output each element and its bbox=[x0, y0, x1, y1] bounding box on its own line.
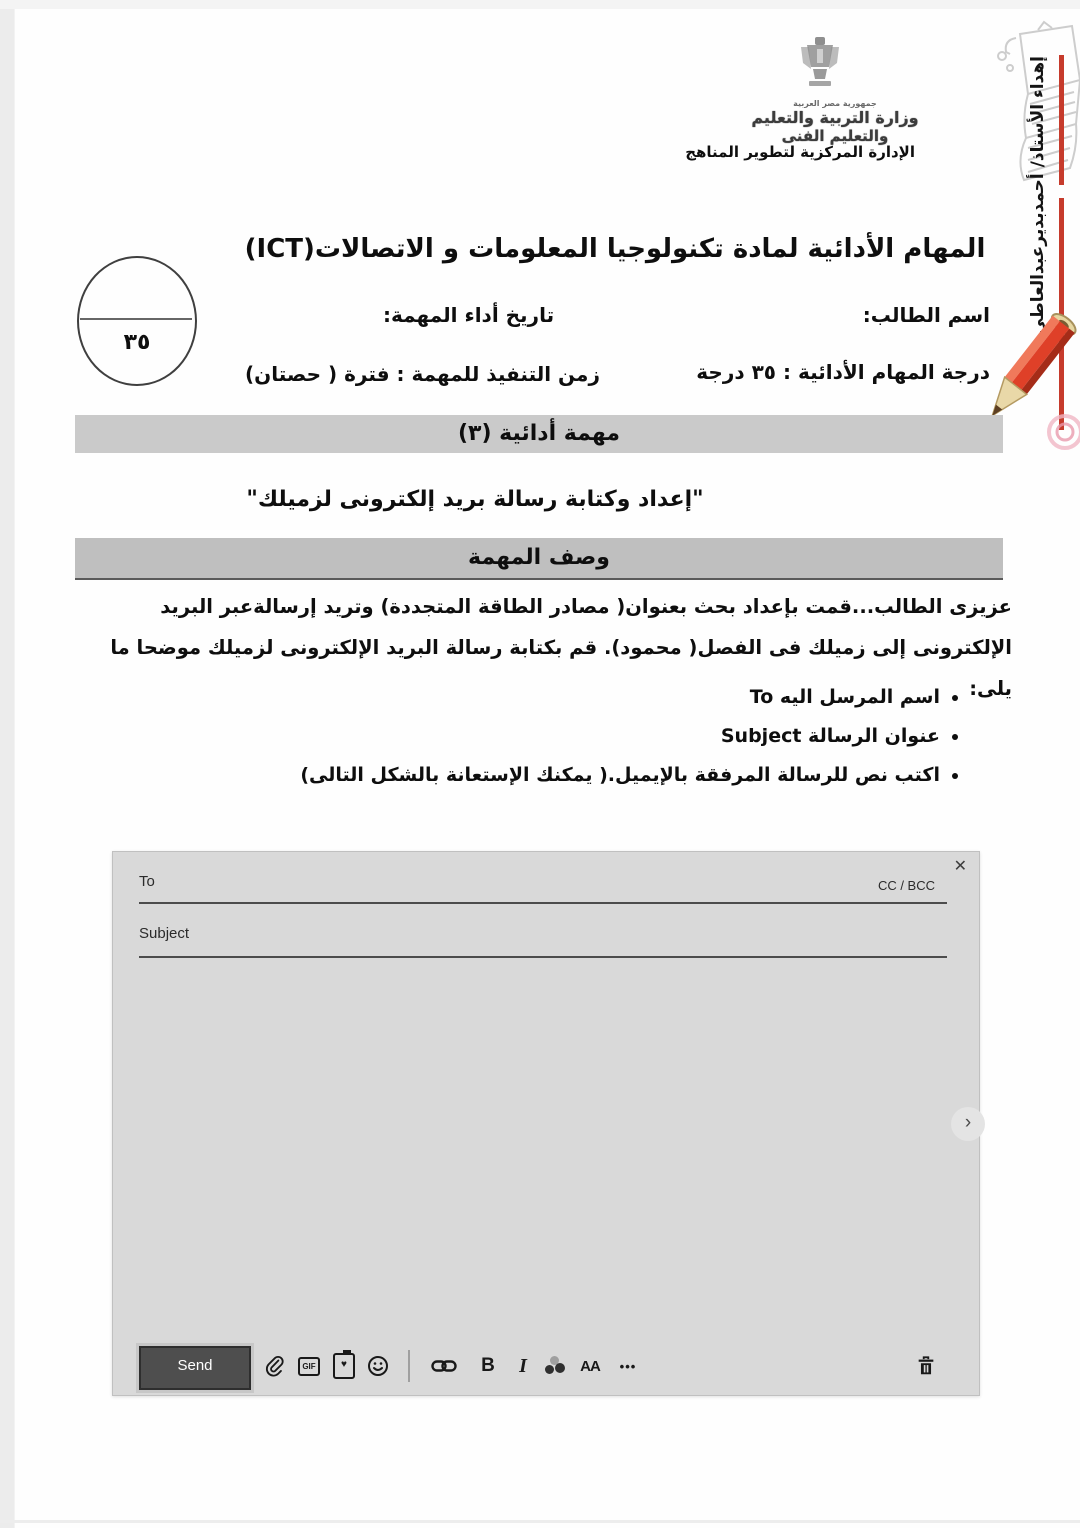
link-icon[interactable] bbox=[431, 1352, 457, 1380]
font-size-icon[interactable]: AA bbox=[580, 1357, 600, 1375]
subject-field-label: Subject bbox=[139, 925, 190, 942]
gif-icon[interactable]: GIF bbox=[296, 1352, 322, 1380]
scan-edge-bottom bbox=[0, 1520, 1080, 1523]
expand-chevron-icon[interactable]: › bbox=[951, 1107, 985, 1141]
ministry-name-line2: والتعليم الفنى bbox=[781, 127, 889, 145]
requirements-list bbox=[300, 686, 962, 803]
sticker-card-icon[interactable]: ♥ bbox=[331, 1352, 357, 1380]
emoji-icon[interactable] bbox=[365, 1352, 391, 1380]
message-body-input[interactable] bbox=[113, 962, 979, 1342]
student-name-label: اسم الطالب: bbox=[862, 303, 990, 327]
to-field-label: To bbox=[139, 873, 155, 890]
send-button[interactable]: Send bbox=[139, 1346, 251, 1390]
department-title: الإدارة المركزية لتطوير المناهج bbox=[685, 143, 915, 161]
duration-label: زمن التنفيذ للمهمة : فترة ( حصتان) bbox=[245, 362, 600, 386]
score-circle bbox=[77, 256, 197, 386]
list-item: • اسم المرسل اليه To bbox=[300, 686, 940, 708]
card-flap bbox=[343, 1350, 351, 1353]
ministry-name-line1: وزارة التربية والتعليم bbox=[751, 108, 919, 127]
discard-trash-icon[interactable] bbox=[913, 1352, 939, 1380]
close-icon[interactable]: ✕ bbox=[953, 858, 967, 875]
task-date-label: تاريخ أداء المهمة: bbox=[383, 303, 555, 327]
task-banner: مهمة أدائية (٣) bbox=[75, 415, 1003, 453]
list-item: • اكتب نص للرسالة المرفقة بالإيميل.( يمكنك الإستعانة بالشكل التالى) bbox=[300, 764, 940, 786]
red-rule-line bbox=[1059, 55, 1064, 185]
scan-edge-left bbox=[0, 0, 15, 1528]
task-description: عزيزى الطالب...قمت بإعداد بحث بعنوان( مصادر الطاقة المتجددة) وتريد إرسالةعبر البريد الإلكترونى إلى زميلك فى الفصل( محمود). قم بكتابة رسالة البريد الإلكترونى لزميلك موضحا ما يلى: bbox=[110, 595, 1012, 700]
paperclip-icon[interactable] bbox=[261, 1352, 287, 1380]
republic-caption: جمهورية مصر العربية bbox=[793, 99, 877, 108]
list-item: • عنوان الرسالة Subject bbox=[300, 725, 940, 747]
score-value: ٣٥ bbox=[123, 330, 151, 355]
task-title-quote: "إعداد وكتابة رسالة بريد إلكترونى لزميلك" bbox=[246, 487, 704, 512]
egypt-eagle-emblem-icon bbox=[789, 33, 851, 97]
score-circle-divider bbox=[80, 318, 192, 320]
page-title: المهام الأدائية لمادة تكنولوجيا المعلومات و الاتصالات(ICT) bbox=[244, 234, 986, 264]
scan-edge-top bbox=[0, 0, 1080, 9]
cc-bcc-toggle[interactable]: CC / BCC bbox=[877, 878, 935, 893]
compose-toolbar bbox=[113, 1340, 979, 1395]
more-options-icon[interactable]: ••• bbox=[619, 1358, 637, 1374]
dedication-watermark: إهداء الأستاذ/ أحمدبديرعبدالعاطى bbox=[1028, 56, 1048, 336]
color-palette-icon[interactable] bbox=[542, 1352, 568, 1380]
bold-icon[interactable]: B bbox=[481, 1355, 495, 1376]
toolbar-divider bbox=[408, 1350, 410, 1382]
description-banner: وصف المهمة bbox=[75, 538, 1003, 580]
subject-input[interactable] bbox=[139, 956, 947, 958]
email-compose-window bbox=[112, 851, 980, 1396]
italic-icon[interactable]: I bbox=[519, 1354, 527, 1377]
to-input[interactable] bbox=[139, 902, 947, 904]
grade-label: درجة المهام الأدائية : ٣٥ درجة bbox=[696, 360, 990, 384]
